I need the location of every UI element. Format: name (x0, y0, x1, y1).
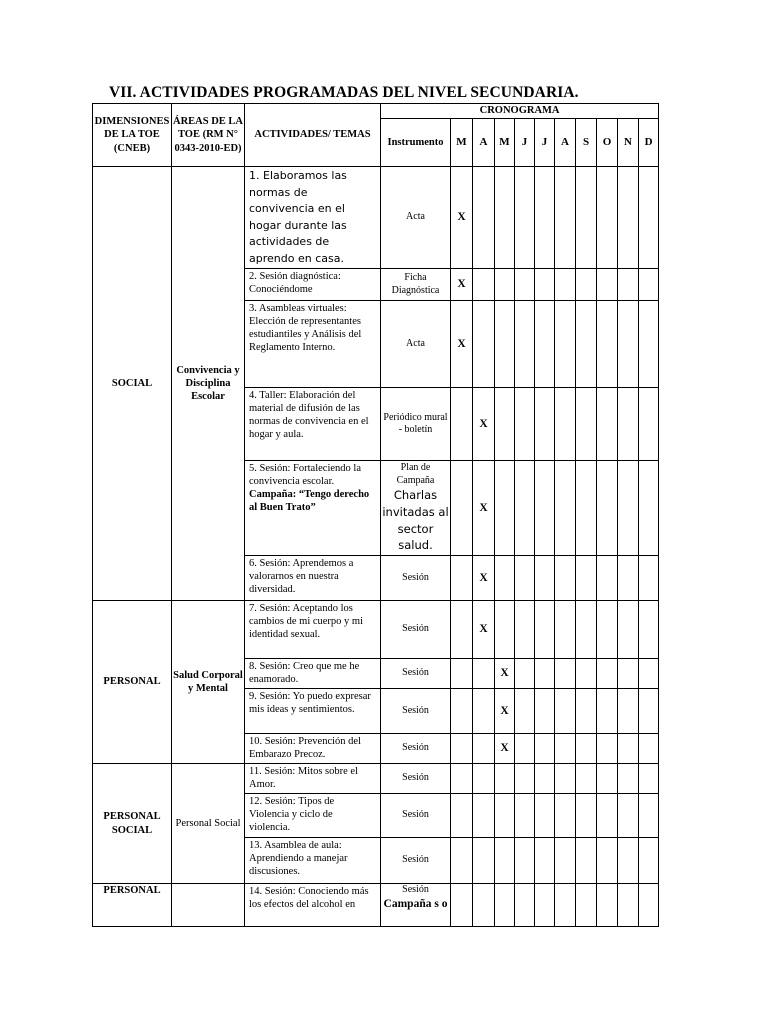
area-cell: Salud Corporal y Mental (172, 601, 245, 764)
instrument-cell (381, 884, 451, 927)
schedule-cell (451, 659, 473, 689)
instrument-cell (381, 838, 451, 884)
area-cell (172, 884, 245, 927)
schedule-cell (597, 794, 618, 838)
instrument-cell (381, 556, 451, 601)
activity-cell (245, 461, 381, 556)
schedule-cell (495, 269, 515, 301)
month-header: A (473, 119, 495, 167)
instrument-cell (381, 794, 451, 838)
schedule-cell (618, 388, 639, 461)
activity-text: 11. Sesión: Mitos sobre el Amor. (249, 766, 358, 791)
schedule-cell (451, 734, 473, 764)
schedule-cell (473, 167, 495, 269)
schedule-cell (618, 764, 639, 794)
activity-cell (245, 838, 381, 884)
activity-cell (245, 884, 381, 927)
table-row (93, 601, 659, 659)
schedule-cell (555, 838, 576, 884)
instrument-text: Sesión (402, 667, 429, 679)
schedule-cell (576, 601, 597, 659)
instrument-cell (381, 689, 451, 734)
schedule-cell (576, 556, 597, 601)
month-header: S (576, 119, 597, 167)
schedule-cell (495, 167, 515, 269)
activity-text: 7. Sesión: Aceptando los cambios de mi cuerpo y mi identidad sexual. (249, 603, 364, 641)
activity-cell (245, 764, 381, 794)
month-header: J (515, 119, 535, 167)
schedule-cell (451, 689, 473, 734)
header-cronograma: CRONOGRAMA (381, 104, 659, 119)
schedule-cell (495, 764, 515, 794)
schedule-cell (555, 601, 576, 659)
schedule-cell (555, 689, 576, 734)
campaign-name: Campaña: “Tengo derecho al Buen Trato” (249, 489, 370, 514)
month-header: N (618, 119, 639, 167)
schedule-cell (555, 794, 576, 838)
activity-text: 9. Sesión: Yo puedo expresar mis ideas y sentimientos. (249, 691, 371, 716)
schedule-cell (639, 734, 659, 764)
schedule-cell (515, 794, 535, 838)
schedule-cell (639, 556, 659, 601)
schedule-cell (639, 689, 659, 734)
schedule-cell (618, 734, 639, 764)
schedule-cell (473, 689, 495, 734)
activity-cell (245, 689, 381, 734)
schedule-cell (451, 556, 473, 601)
schedule-cell (451, 461, 473, 556)
schedule-cell (555, 556, 576, 601)
schedule-cell (639, 461, 659, 556)
instrument-cell (381, 659, 451, 689)
schedule-cell (473, 794, 495, 838)
schedule-cell (597, 388, 618, 461)
activity-cell (245, 601, 381, 659)
schedule-cell (597, 556, 618, 601)
month-header: M (451, 119, 473, 167)
schedule-cell (473, 764, 495, 794)
schedule-cell (451, 884, 473, 927)
schedule-cell (639, 764, 659, 794)
instrument-cell (381, 269, 451, 301)
instrument-cell (381, 601, 451, 659)
activity-text: 3. Asambleas virtuales: Elección de representantes estudiantiles y Análisis del Reglamento Interno. (249, 303, 362, 354)
schedule-cell (515, 884, 535, 927)
schedule-cell (576, 734, 597, 764)
schedule-cell (473, 884, 495, 927)
activity-cell (245, 301, 381, 388)
table-row (93, 764, 659, 794)
instrument-cell (381, 764, 451, 794)
schedule-cell (535, 838, 555, 884)
schedule-cell (535, 461, 555, 556)
activity-text: 8. Sesión: Creo que me he enamorado. (249, 661, 360, 686)
schedule-cell (597, 734, 618, 764)
schedule-cell (639, 884, 659, 927)
schedule-cell (473, 269, 495, 301)
schedule-cell (555, 388, 576, 461)
schedule-cell (597, 689, 618, 734)
schedule-cell (597, 884, 618, 927)
instrument-text: Periódico mural - boletín (383, 411, 448, 435)
schedule-cell (535, 167, 555, 269)
schedule-cell (535, 556, 555, 601)
schedule-cell (495, 556, 515, 601)
schedule-cell (639, 659, 659, 689)
activity-cell (245, 556, 381, 601)
schedule-cell (597, 167, 618, 269)
schedule-mark: X (451, 167, 473, 269)
schedule-cell (555, 461, 576, 556)
month-header: M (495, 119, 515, 167)
dimension-cell: PERSONAL (93, 601, 172, 764)
schedule-cell (597, 461, 618, 556)
schedule-cell (639, 601, 659, 659)
schedule-cell (515, 167, 535, 269)
schedule-cell (618, 269, 639, 301)
header-instrumento: Instrumento (381, 119, 451, 167)
schedule-cell (576, 764, 597, 794)
schedule-cell (495, 301, 515, 388)
schedule-cell (618, 601, 639, 659)
activity-text: 1. Elaboramos las normas de convivencia en el hogar durante las actividades de aprendo en casa. (249, 169, 347, 265)
instrument-text: Sesión (402, 571, 429, 583)
activity-text: 12. Sesión: Tipos de Violencia y ciclo de violencia. (249, 796, 335, 834)
schedule-cell (618, 461, 639, 556)
schedule-cell (597, 838, 618, 884)
schedule-mark: X (473, 556, 495, 601)
schedule-cell (576, 167, 597, 269)
schedule-cell (515, 461, 535, 556)
schedule-cell (618, 838, 639, 884)
schedule-cell (535, 269, 555, 301)
schedule-mark: X (473, 601, 495, 659)
instrument-extra: Charlas invitadas al sector salud. (382, 488, 449, 553)
activities-table (92, 103, 659, 927)
instrument-text: Sesión (402, 772, 429, 784)
schedule-cell (515, 269, 535, 301)
activity-text: 13. Asamblea de aula: Aprendiendo a manejar discusiones. (249, 840, 348, 878)
schedule-cell (618, 556, 639, 601)
area-cell: Personal Social (172, 764, 245, 884)
schedule-cell (535, 764, 555, 794)
table-row (93, 884, 659, 927)
schedule-cell (473, 659, 495, 689)
schedule-cell (555, 269, 576, 301)
instrument-text: Sesión (402, 742, 429, 754)
schedule-cell (639, 167, 659, 269)
instrument-text: Acta (406, 211, 425, 223)
schedule-cell (535, 794, 555, 838)
schedule-cell (535, 388, 555, 461)
activity-cell (245, 167, 381, 269)
schedule-cell (515, 734, 535, 764)
schedule-cell (535, 734, 555, 764)
activity-cell (245, 269, 381, 301)
schedule-cell (597, 659, 618, 689)
schedule-cell (576, 794, 597, 838)
schedule-cell (576, 388, 597, 461)
schedule-cell (515, 556, 535, 601)
schedule-cell (451, 764, 473, 794)
instrument-cell (381, 301, 451, 388)
instrument-cell (381, 734, 451, 764)
schedule-cell (597, 269, 618, 301)
activity-cell (245, 734, 381, 764)
activity-cell (245, 388, 381, 461)
schedule-cell (576, 301, 597, 388)
schedule-cell (515, 301, 535, 388)
schedule-cell (639, 794, 659, 838)
activity-cell (245, 794, 381, 838)
schedule-cell (555, 167, 576, 269)
schedule-cell (576, 461, 597, 556)
schedule-cell (495, 601, 515, 659)
month-header: J (535, 119, 555, 167)
schedule-cell (535, 659, 555, 689)
schedule-cell (535, 301, 555, 388)
schedule-cell (515, 659, 535, 689)
instrument-text: Acta (406, 337, 425, 349)
schedule-cell (555, 734, 576, 764)
schedule-cell (515, 689, 535, 734)
activity-text: 6. Sesión: Aprendemos a valorarnos en nuestra diversidad. (249, 558, 354, 596)
schedule-cell (639, 838, 659, 884)
schedule-cell (451, 794, 473, 838)
schedule-cell (639, 388, 659, 461)
header-actividades: ACTIVIDADES/ TEMAS (245, 104, 381, 167)
schedule-cell (535, 601, 555, 659)
instrument-text: Sesión (402, 704, 429, 716)
schedule-cell (555, 301, 576, 388)
area-cell: Convivencia y Disciplina Escolar (172, 167, 245, 601)
schedule-cell (495, 838, 515, 884)
schedule-cell (495, 461, 515, 556)
schedule-cell (495, 794, 515, 838)
schedule-mark: X (495, 689, 515, 734)
schedule-cell (597, 601, 618, 659)
schedule-cell (618, 884, 639, 927)
schedule-cell (576, 884, 597, 927)
schedule-cell (597, 301, 618, 388)
header-dimensiones: DIMENSIONES DE LA TOE (CNEB) (93, 104, 172, 167)
activity-text: 4. Taller: Elaboración del material de difusión de las normas de convivencia en el hogar y aula. (249, 390, 369, 441)
schedule-cell (618, 794, 639, 838)
instrument-campaign: Campaña s o (383, 897, 448, 910)
schedule-mark: X (473, 388, 495, 461)
schedule-cell (576, 838, 597, 884)
dimension-cell: PERSONAL (93, 884, 172, 927)
instrument-text: Sesión (402, 623, 429, 635)
schedule-cell (639, 269, 659, 301)
activity-text: 2. Sesión diagnóstica: Conociéndome (249, 271, 341, 296)
instrument-text: Sesión (402, 809, 429, 821)
instrument-cell (381, 461, 451, 556)
activity-cell (245, 659, 381, 689)
dimension-cell: SOCIAL (93, 167, 172, 601)
month-header: D (639, 119, 659, 167)
activity-text: 10. Sesión: Prevención del Embarazo Precoz. (249, 736, 361, 761)
schedule-cell (451, 601, 473, 659)
schedule-cell (473, 301, 495, 388)
schedule-cell (639, 301, 659, 388)
schedule-cell (515, 764, 535, 794)
schedule-cell (618, 689, 639, 734)
schedule-mark: X (495, 734, 515, 764)
schedule-cell (555, 764, 576, 794)
schedule-mark: X (473, 461, 495, 556)
schedule-cell (535, 884, 555, 927)
schedule-cell (576, 269, 597, 301)
schedule-cell (555, 659, 576, 689)
header-areas: ÁREAS DE LA TOE (RM N° 0343-2010-ED) (172, 104, 245, 167)
schedule-cell (515, 388, 535, 461)
schedule-mark: X (495, 659, 515, 689)
activity-text: 5. Sesión: Fortaleciendo la convivencia escolar. (249, 463, 361, 488)
schedule-cell (618, 167, 639, 269)
instrument-cell (381, 167, 451, 269)
schedule-cell (473, 838, 495, 884)
schedule-cell (597, 764, 618, 794)
month-header: A (555, 119, 576, 167)
schedule-cell (473, 734, 495, 764)
schedule-cell (515, 838, 535, 884)
dimension-cell: PERSONAL SOCIAL (93, 764, 172, 884)
schedule-cell (576, 689, 597, 734)
instrument-text: Sesión (402, 854, 429, 866)
schedule-mark: X (451, 301, 473, 388)
instrument-cell (381, 388, 451, 461)
schedule-cell (451, 388, 473, 461)
schedule-cell (618, 659, 639, 689)
schedule-cell (576, 659, 597, 689)
schedule-cell (451, 838, 473, 884)
schedule-cell (535, 689, 555, 734)
document-title: VII. ACTIVIDADES PROGRAMADAS DEL NIVEL SECUNDARIA. (109, 84, 579, 101)
instrument-text: Ficha Diagnóstica (391, 272, 440, 296)
schedule-cell (618, 301, 639, 388)
schedule-cell (555, 884, 576, 927)
schedule-cell (515, 601, 535, 659)
activity-text: 14. Sesión: Conociendo más los efectos del alcohol en (249, 886, 369, 911)
schedule-mark: X (451, 269, 473, 301)
schedule-cell (495, 884, 515, 927)
instrument-text: Sesión (402, 884, 429, 895)
table-row (93, 167, 659, 269)
instrument-text: Plan de Campaña (396, 462, 435, 486)
month-header: O (597, 119, 618, 167)
schedule-cell (495, 388, 515, 461)
